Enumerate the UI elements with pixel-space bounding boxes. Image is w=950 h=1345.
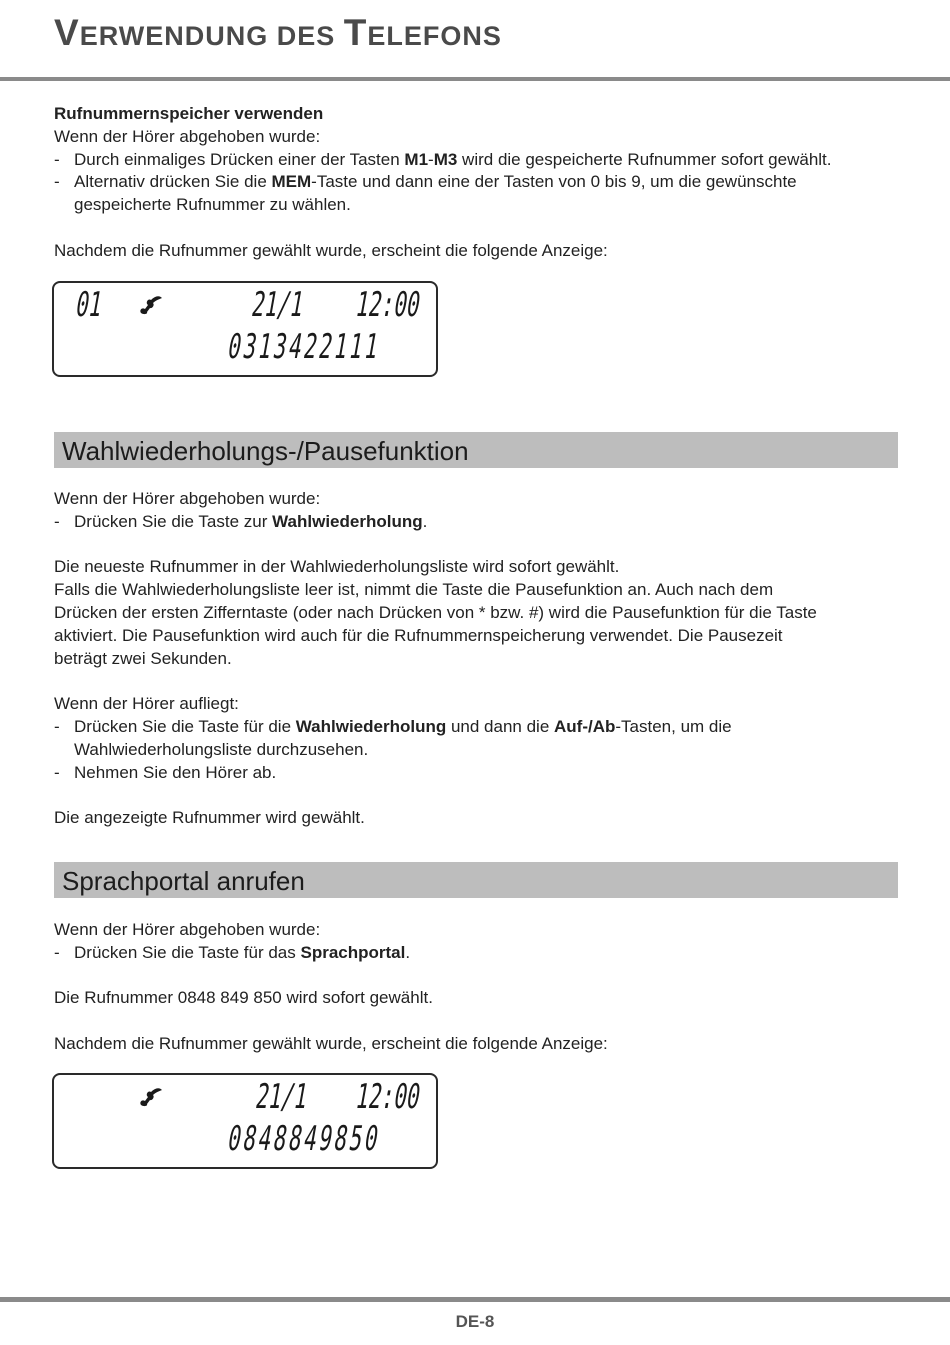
redial-intro-2: Wenn der Hörer aufliegt: [54, 694, 239, 714]
footer-rule [0, 1297, 950, 1302]
lcd-display-memory [52, 281, 438, 377]
redial-para-line-5: beträgt zwei Sekunden. [54, 648, 232, 668]
handset-icon [138, 293, 164, 315]
lcd-date: 21/1 [252, 1077, 311, 1117]
redial-para-line-4: aktiviert. Die Pausefunktion wird auch für die Rufnummernspeicherung verwendet. Die Pausezeit [54, 625, 783, 645]
portal-after-text: Nachdem die Rufnummer gewählt wurde, erscheint die folgende Anzeige: [54, 1033, 608, 1053]
handset-icon [138, 1085, 164, 1107]
memory-bullet-1: - Durch einmaliges Drücken einer der Tasten M1-M3 wird die gespeicherte Rufnummer sofort gewählt. [54, 149, 832, 169]
memory-bullet-2-cont: gespeicherte Rufnummer zu wählen. [74, 195, 351, 215]
redial-para-line-1: Die neueste Rufnummer in der Wahlwiederholungsliste wird sofort gewählt. [54, 557, 620, 577]
page-number: DE-8 [455, 1312, 495, 1331]
redial-para-line-3: Drücken der ersten Zifferntaste (oder nach Drücken von * bzw. #) wird die Pausefunktion für die Taste [54, 602, 817, 622]
page-title: VERWENDUNG DES TELEFONS [54, 12, 502, 53]
section-title-portal: Sprachportal anrufen [62, 866, 305, 896]
portal-bullet-1: - Drücken Sie die Taste für das Sprachportal. [54, 942, 411, 962]
redial-bullet-2: - Drücken Sie die Taste für die Wahlwiederholung und dann die Auf-/Ab-Tasten, um die [54, 716, 732, 736]
lcd-time: 12:00 [352, 1077, 424, 1117]
portal-intro: Wenn der Hörer abgehoben wurde: [54, 920, 321, 939]
redial-para-line-2: Falls die Wahlwiederholungsliste leer ist, nimmt die Taste die Pausefunktion an. Auch nach dem [54, 580, 774, 600]
memory-heading: Rufnummernspeicher verwenden [54, 104, 324, 123]
redial-bullet-3: - Nehmen Sie den Hörer ab. [54, 762, 277, 782]
lcd-date: 21/1 [248, 285, 307, 325]
lcd-display-portal [52, 1073, 438, 1169]
redial-section [54, 488, 904, 830]
lcd-number: 0313422111 [224, 327, 384, 367]
memory-bullet-2: - Alternativ drücken Sie die MEM-Taste und dann eine der Tasten von 0 bis 9, um die gewünschte [54, 172, 797, 192]
section-title-redial: Wahlwiederholungs-/Pausefunktion [62, 436, 469, 466]
portal-section [54, 919, 904, 1056]
memory-section [54, 103, 904, 263]
redial-intro: Wenn der Hörer abgehoben wurde: [54, 489, 321, 508]
lcd-time: 12:00 [352, 285, 424, 325]
portal-dialed: Die Rufnummer 0848 849 850 wird sofort gewählt. [54, 988, 433, 1008]
memory-intro: Wenn der Hörer abgehoben wurde: [54, 126, 321, 146]
redial-bullet-2-cont: Wahlwiederholungsliste durchzusehen. [74, 739, 369, 759]
lcd-slot-number: 01 [72, 285, 106, 325]
memory-after-text: Nachdem die Rufnummer gewählt wurde, erscheint die folgende Anzeige: [54, 240, 608, 260]
lcd-number: 0848849850 [224, 1119, 384, 1159]
redial-bullet-1: - Drücken Sie die Taste zur Wahlwiederholung. [54, 511, 428, 531]
section-header-redial [54, 432, 898, 468]
section-header-portal [54, 862, 898, 898]
header-rule [0, 77, 950, 81]
redial-result: Die angezeigte Rufnummer wird gewählt. [54, 808, 365, 828]
